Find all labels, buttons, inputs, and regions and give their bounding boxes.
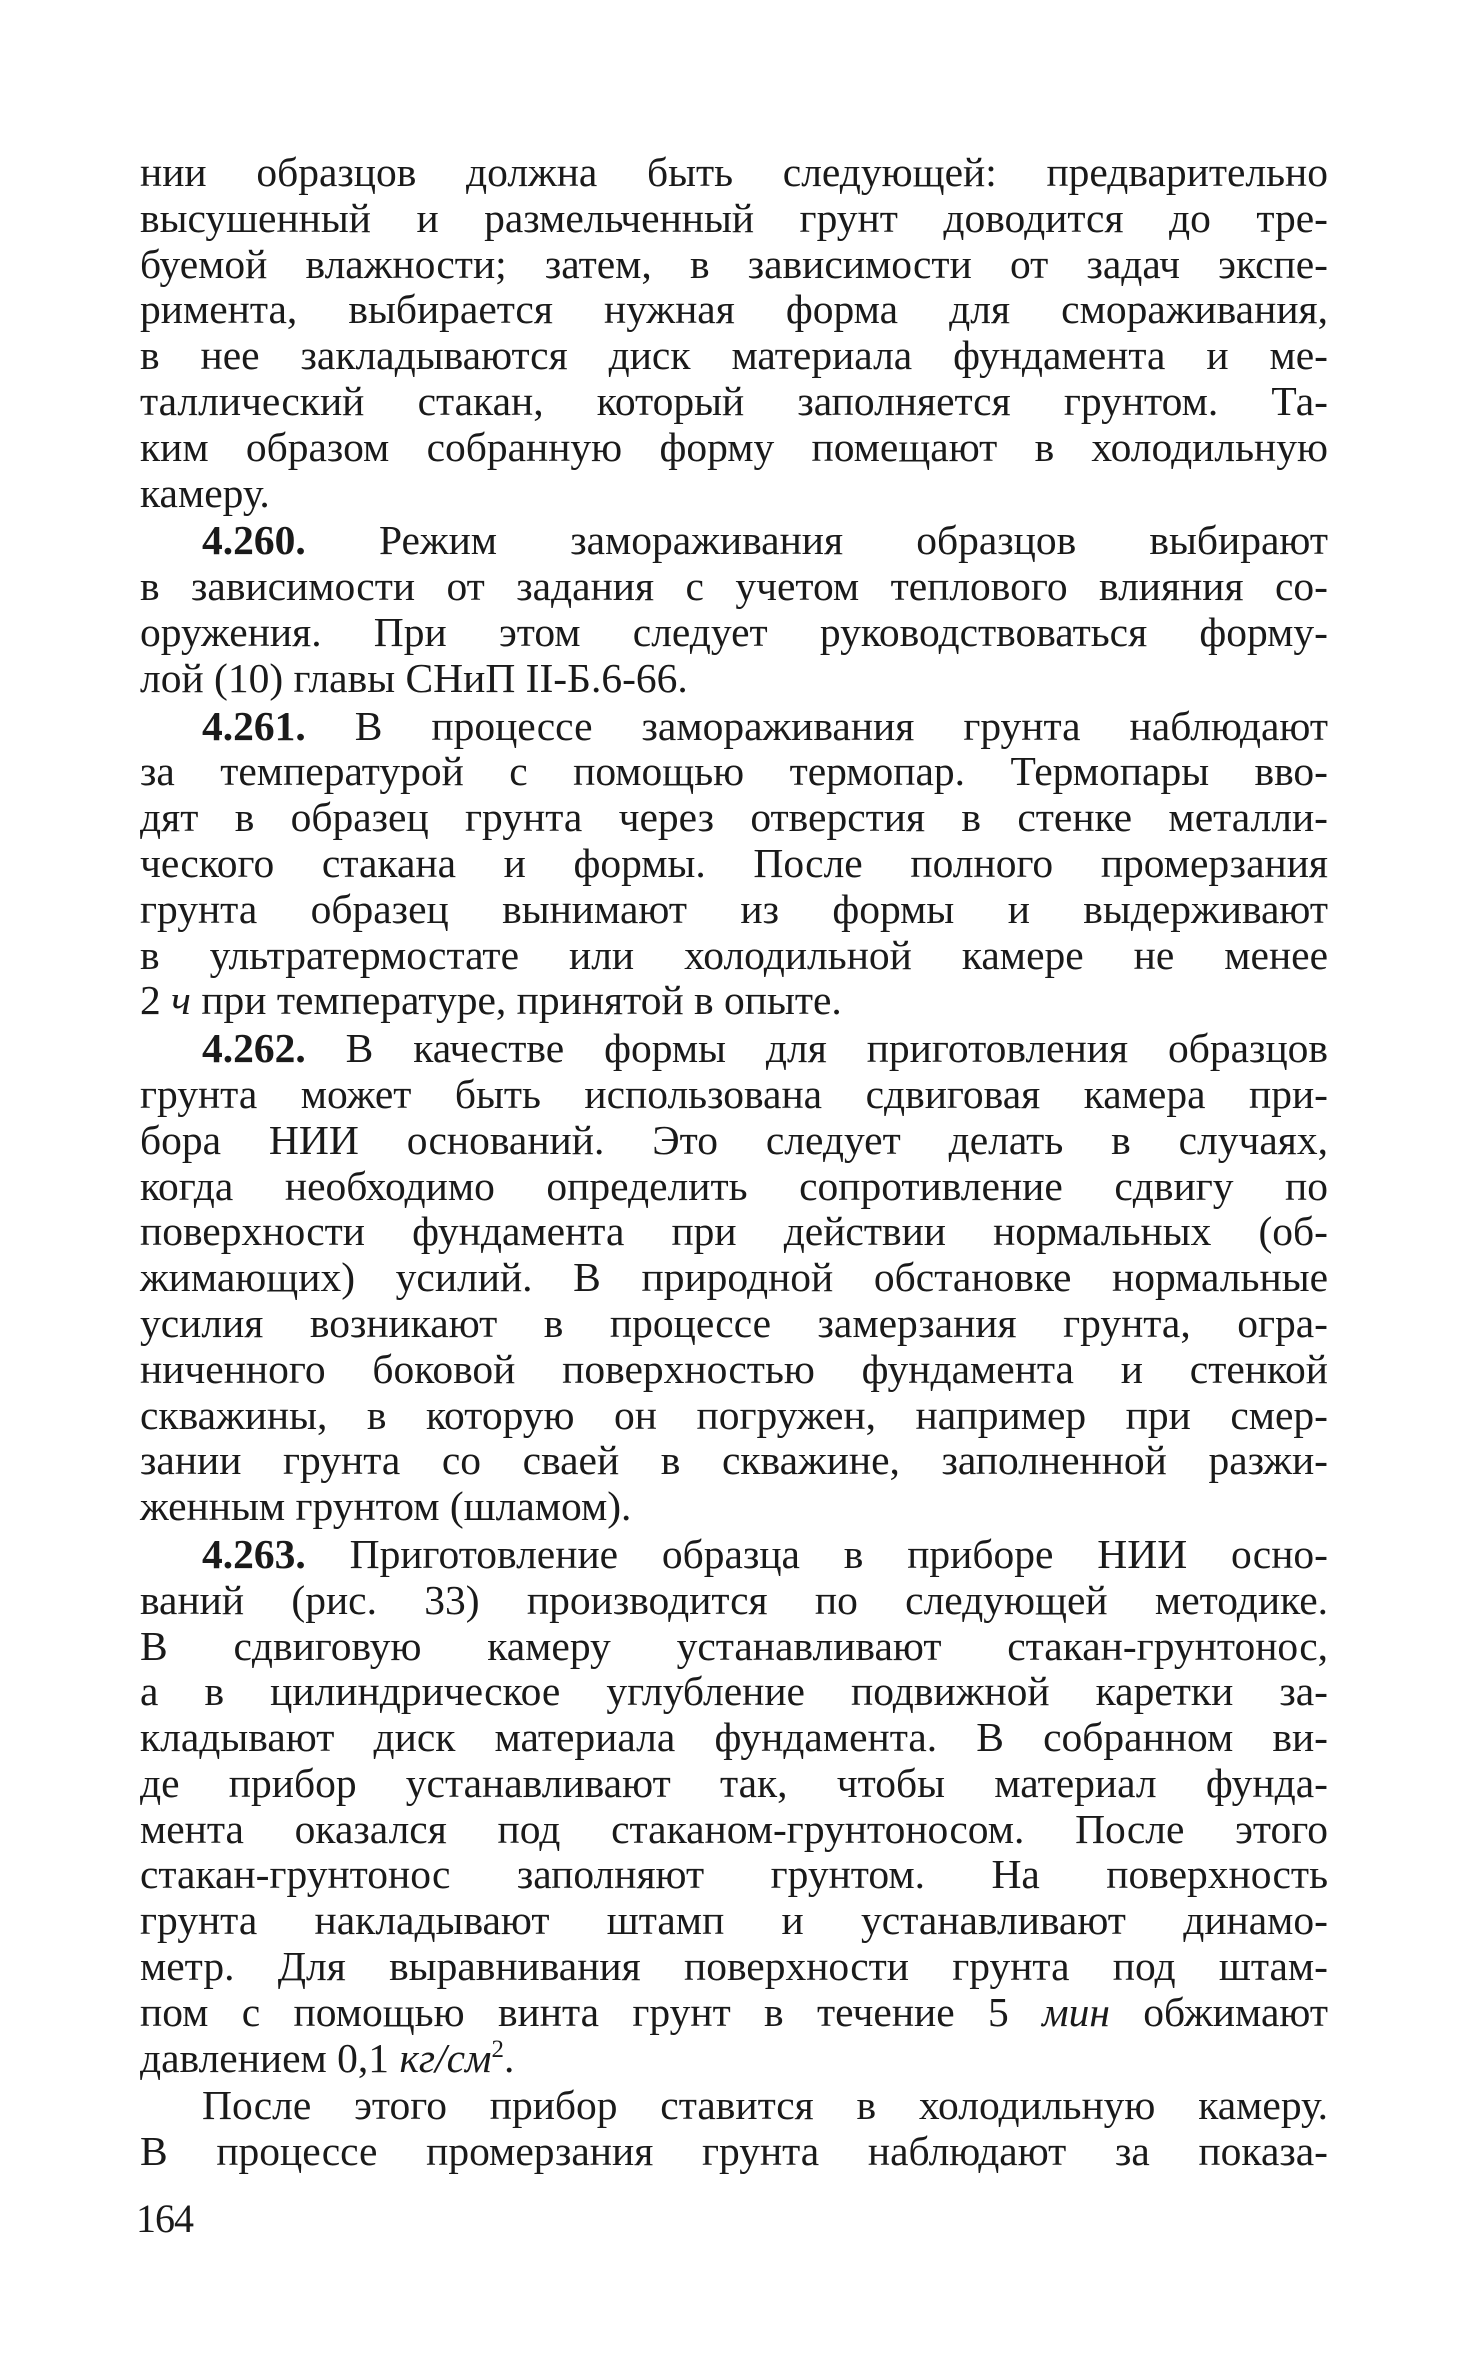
paragraph-4-263 <box>140 1532 1328 2082</box>
paragraph-4-262 <box>140 1026 1328 1530</box>
text-run: пом с помощью винта грунт в течение 5 <box>140 1988 1043 2035</box>
text-run: обжимают <box>1109 1988 1328 2035</box>
text-line: В сдвиговую камеру устанавливают стакан-грунтонос, <box>140 1622 1328 1669</box>
text-line: женным грунтом (шламом). <box>140 1483 632 1530</box>
text-line <box>140 1532 1328 1578</box>
page-number: 164 <box>136 2196 193 2241</box>
text-run: В качестве формы для приготовления образцов <box>345 1025 1328 1072</box>
text-run: Приготовление образца в приборе НИИ осно- <box>349 1530 1328 1577</box>
section-number: 4.262. <box>202 1025 306 1072</box>
text-line: оружения. При этом следует руководствоваться форму- <box>140 608 1328 655</box>
text-line: жимающих) усилий. В природной обстановке нормальные <box>140 1254 1328 1301</box>
paragraph-4-260 <box>140 518 1328 701</box>
text-run: . <box>503 2034 515 2081</box>
section-number: 4.261. <box>202 702 306 749</box>
text-line <box>140 1026 1328 1072</box>
text-line: дят в образец грунта через отверстия в стенке металли- <box>140 794 1328 841</box>
unit-minutes: мин <box>1042 1988 1110 2035</box>
paragraph-4-261 <box>140 704 1328 1025</box>
text-line: грунта образец вынимают из формы и выдерживают <box>140 885 1328 932</box>
text-line: в ультратермостате или холодильной камере не менее <box>140 931 1328 978</box>
text-line: В процессе промерзания грунта наблюдают за показа- <box>140 2128 1328 2175</box>
text-line: метр. Для выравнивания поверхности грунта под штам- <box>140 1943 1328 1990</box>
text-line <box>140 518 1328 564</box>
text-line: мента оказался под стаканом-грунтоносом. После этого <box>140 1805 1328 1852</box>
text-line: когда необходимо определить сопротивление сдвигу по <box>140 1162 1328 1209</box>
text-line <box>140 704 1328 750</box>
text-line: таллический стакан, который заполняется грунтом. Та- <box>140 377 1328 424</box>
text-line: ческого стакана и формы. После полного промерзания <box>140 839 1328 886</box>
unit-hours: ч <box>171 977 191 1024</box>
text-line: ким образом собранную форму помещают в холодильную <box>140 423 1328 470</box>
superscript: 2 <box>491 2035 504 2063</box>
text-line: поверхности фундамента при действии нормальных (об- <box>140 1208 1328 1255</box>
text-line: стакан-грунтонос заполняют грунтом. На поверхность <box>140 1851 1328 1898</box>
text-line: де прибор устанавливают так, чтобы материал фунда- <box>140 1759 1328 1806</box>
text-run: давлением 0,1 <box>140 2034 400 2081</box>
text-run: при температуре, принятой в опыте. <box>190 977 842 1024</box>
text-run: В процессе замораживания грунта наблюдают <box>354 702 1329 749</box>
text-line: буемой влажности; затем, в зависимости от задач экспе- <box>140 240 1328 287</box>
text-run: Режим замораживания образцов выбирают <box>378 517 1328 564</box>
text-line: высушенный и размельченный грунт доводится до тре- <box>140 194 1328 241</box>
text-line: нии образцов должна быть следующей: предварительно <box>140 149 1328 195</box>
text-line: в нее закладываются диск материала фундамента и ме- <box>140 332 1328 379</box>
text-line: а в цилиндрическое углубление подвижной каретки за- <box>140 1668 1328 1715</box>
section-number: 4.260. <box>202 517 306 564</box>
text-line: грунта может быть использована сдвиговая камера при- <box>140 1070 1328 1117</box>
section-number: 4.263. <box>202 1530 306 1577</box>
text-line: ниченного боковой поверхностью фундамента и стенкой <box>140 1345 1328 1392</box>
text-line: в зависимости от задания с учетом теплового влияния со- <box>140 563 1328 610</box>
text-line <box>140 978 1328 1024</box>
paragraph-final <box>140 2083 1328 2175</box>
text-line: бора НИИ оснований. Это следует делать в случаях, <box>140 1116 1328 1163</box>
text-line: грунта накладывают штамп и устанавливают динамо- <box>140 1897 1328 1944</box>
text-line: лой (10) главы СНиП II-Б.6-66. <box>140 654 688 701</box>
text-line: римента, выбирается нужная форма для смораживания, <box>140 286 1328 333</box>
text-line: ваний (рис. 33) производится по следующей методике. <box>140 1576 1328 1623</box>
text-line: за температурой с помощью термопар. Термопары вво- <box>140 748 1328 795</box>
unit-pressure: кг/см <box>399 2034 492 2081</box>
text-line: скважины, в которую он погружен, например при смер- <box>140 1391 1328 1438</box>
text-line: усилия возникают в процессе замерзания грунта, огра- <box>140 1299 1328 1346</box>
body-text <box>140 150 1328 2177</box>
paragraph-intro <box>140 150 1328 516</box>
text-line <box>140 1990 1328 2036</box>
text-line: камеру. <box>140 469 270 516</box>
text-line: кладывают диск материала фундамента. В собранном ви- <box>140 1714 1328 1761</box>
text-line: После этого прибор ставится в холодильную камеру. <box>202 2082 1328 2129</box>
text-run: 2 <box>140 977 172 1024</box>
text-line: зании грунта со сваей в скважине, заполненной разжи- <box>140 1437 1328 1484</box>
text-line <box>140 2036 1328 2082</box>
